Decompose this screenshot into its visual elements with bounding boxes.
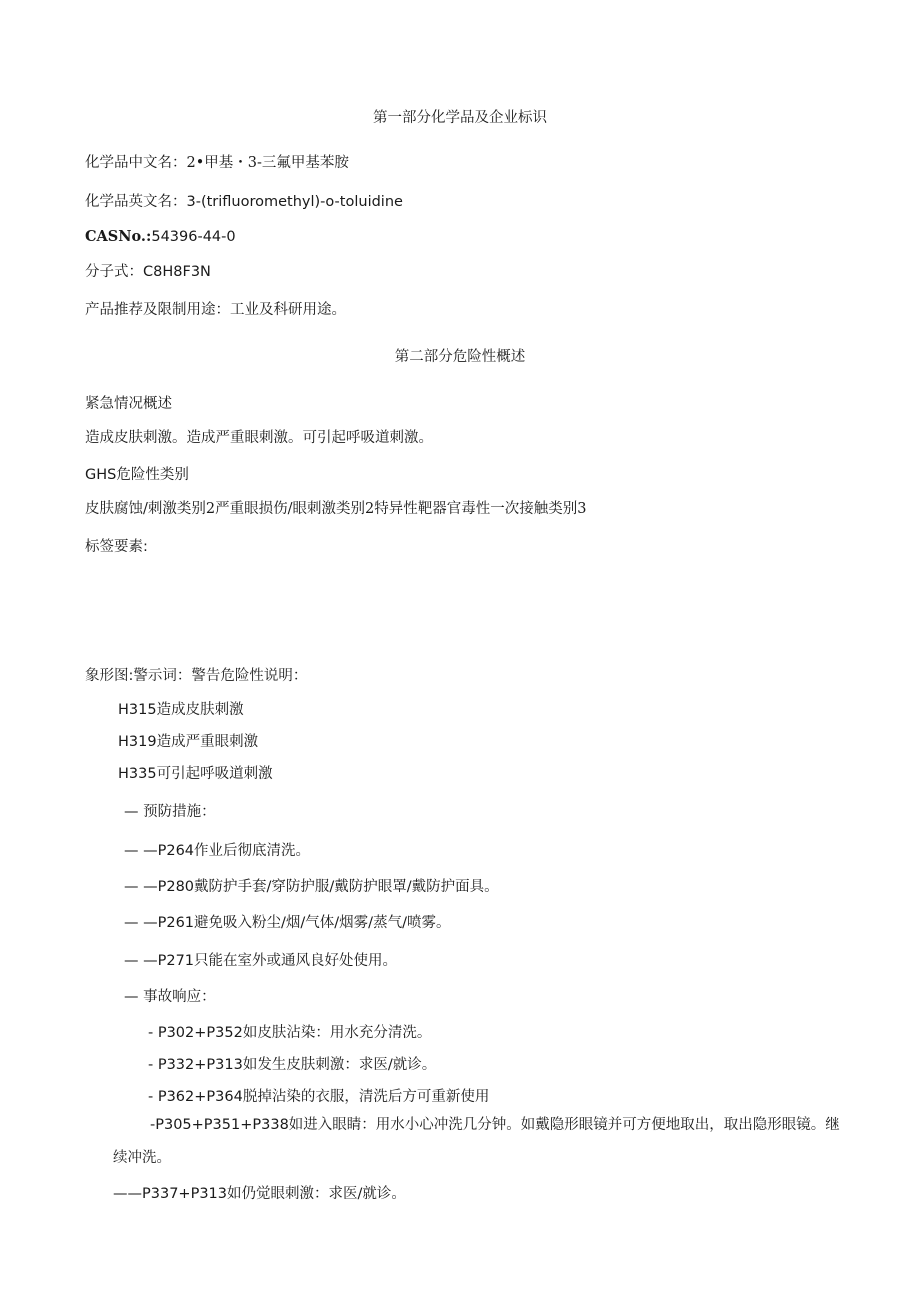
recommended-use (85, 300, 346, 320)
cas-number (85, 227, 236, 247)
prevention-item: — —P280戴防护手套/穿防护服/戴防护眼罩/戴防护面具。 (124, 879, 499, 895)
hazard-statement: H315造成皮肤刺激 (118, 702, 244, 718)
ghs-heading: GHS危险性类别 (85, 467, 189, 483)
emergency-heading: 紧急情况概述 (85, 396, 172, 412)
molecular-formula (85, 262, 211, 282)
response-heading: — 事故响应： (124, 989, 216, 1005)
response-item-p337: ——P337+P313如仍觉眼刺激：求医/就诊。 (113, 1186, 406, 1202)
prevention-heading: — 预防措施： (124, 804, 216, 820)
prevention-item: — —P264作业后彻底清洗。 (124, 843, 311, 859)
label-elements: 标签要素: (85, 539, 148, 555)
en-name-label: 化学品英文名： (85, 194, 187, 210)
response-item: - P302+P352如皮肤沾染：用水充分清洗。 (148, 1025, 432, 1041)
hazard-statement: H335可引起呼吸道刺激 (118, 766, 273, 782)
cas-label: CASNo.: (85, 228, 152, 245)
use-value: 工业及科研用途。 (230, 302, 346, 318)
section2-title: 第二部分危险性概述 (394, 349, 526, 365)
response-item: - P362+P364脱掉沾染的衣服，清洗后方可重新使用 (148, 1089, 490, 1105)
cn-name-label: 化学品中文名： (85, 155, 187, 171)
cas-value: 54396-44-0 (151, 229, 236, 245)
formula-value: C8H8F3N (143, 264, 211, 280)
pictogram-signal-line: 象形图:警示词：警告危险性说明： (85, 668, 308, 684)
prevention-item: — —P271只能在室外或通风良好处使用。 (124, 953, 398, 969)
en-name-value: 3-(trifluoromethyl)-o-toluidine (186, 194, 403, 210)
formula-label: 分子式： (85, 264, 143, 280)
chemical-en-name (85, 192, 403, 212)
cn-name-value: 2•甲基・3-三氟甲基苯胺 (186, 155, 349, 171)
ghs-text: 皮肤腐蚀/刺激类别2严重眼损伤/眼刺激类别2特异性靶器官毒性一次接触类别3 (85, 501, 587, 517)
hazard-statement: H319造成严重眼刺激 (118, 734, 259, 750)
emergency-text: 造成皮肤刺激。造成严重眼刺激。可引起呼吸道刺激。 (85, 430, 433, 446)
response-item: - P332+P313如发生皮肤刺激：求医/就诊。 (148, 1057, 437, 1073)
chemical-cn-name (85, 153, 349, 173)
use-label: 产品推荐及限制用途： (85, 302, 230, 318)
prevention-item: — —P261避免吸入粉尘/烟/气体/烟雾/蒸气/喷雾。 (124, 915, 451, 931)
response-item-p305: -P305+P351+P338如进入眼睛：用水小心冲洗几分钟。如戴隐形眼镜并可方便地取出，取出隐形眼镜。继续冲洗。 (113, 1117, 840, 1166)
section1-title: 第一部分化学品及企业标识 (373, 110, 547, 126)
